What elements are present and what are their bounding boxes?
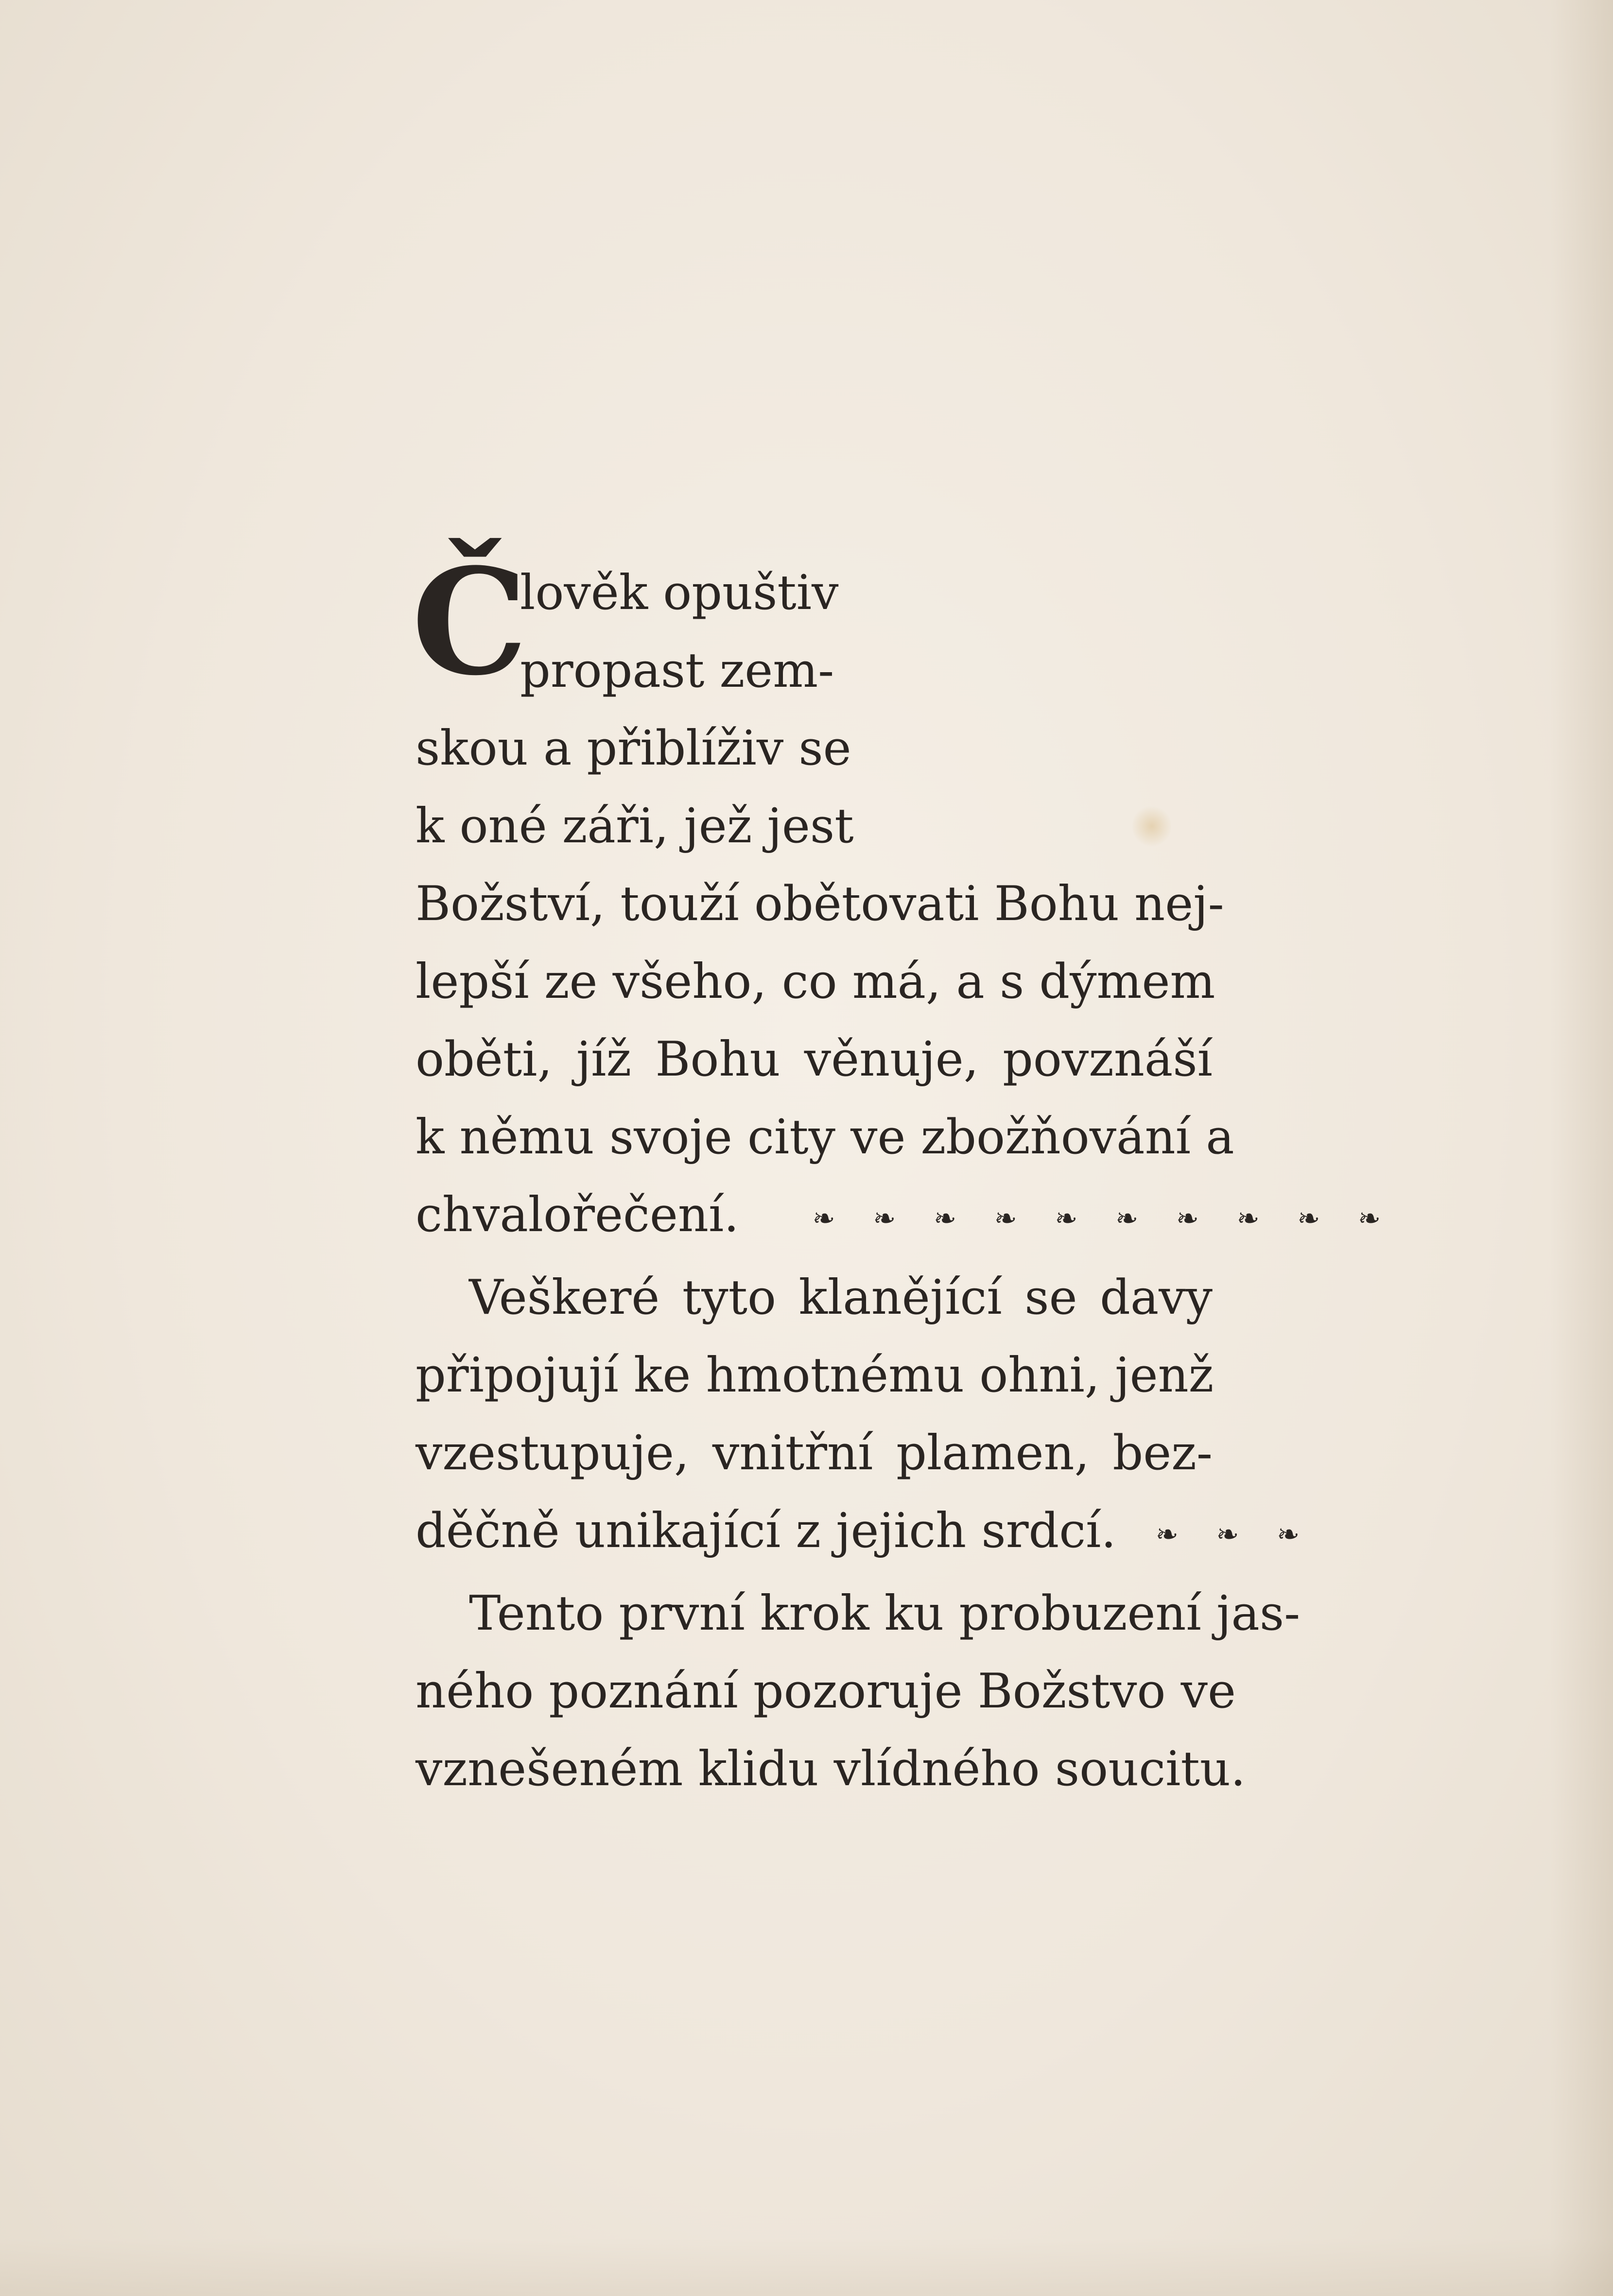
text-line-7: oběti, jíž Bohu věnuje, povznáší <box>416 1032 1213 1087</box>
paper-stain <box>1132 804 1171 848</box>
text-line-13-text: děčně unikající z jejich srdcí. <box>416 1503 1116 1559</box>
text-line-9 <box>416 1176 1395 1254</box>
text-line-8: k němu svoje city ve zbožňování a <box>416 1110 1234 1165</box>
text-line-13 <box>416 1492 1314 1570</box>
text-line-16: vznešeném klidu vlídného soucitu. <box>416 1741 1246 1797</box>
text-line-2: propast zem- <box>520 643 834 698</box>
text-line-1: lověk opuštiv <box>520 565 839 621</box>
drop-cap: Č <box>412 536 528 708</box>
page-edge-shadow-bottom <box>0 2238 1613 2296</box>
text-line-14: Tento první krok ku probuzení jas- <box>469 1586 1301 1641</box>
text-line-10: Veškeré tyto klanějící se davy <box>469 1270 1213 1325</box>
text-line-15: ného poznání pozoruje Božstvo ve <box>416 1664 1236 1719</box>
text-line-4: k oné záři, jež jest <box>416 799 854 854</box>
text-line-9-text: chvalořečení. <box>416 1187 739 1243</box>
text-line-12: vzestupuje, vnitřní plamen, bez- <box>416 1426 1213 1481</box>
ornament-row-1: ❧ ❧ ❧ ❧ ❧ ❧ ❧ ❧ ❧ ❧ <box>812 1202 1396 1235</box>
ornament-row-2: ❧ ❧ ❧ <box>1155 1518 1315 1550</box>
text-line-11: připojují ke hmotnému ohni, jenž <box>416 1348 1214 1403</box>
text-line-5: Božství, touží obětovati Bohu nej- <box>416 876 1224 932</box>
text-line-3: skou a přiblíživ se <box>416 721 851 776</box>
page-edge-shadow-right <box>1550 0 1613 2296</box>
text-line-6: lepší ze všeho, co má, a s dýmem <box>416 954 1215 1009</box>
